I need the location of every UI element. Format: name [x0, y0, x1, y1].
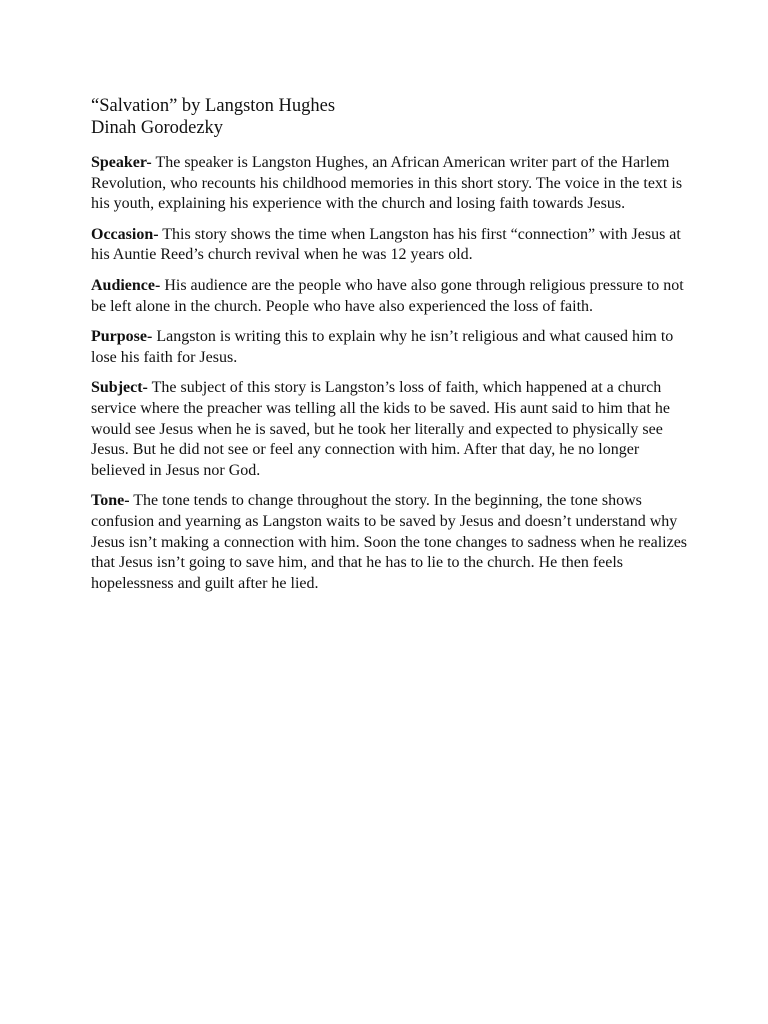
section-label: Speaker-: [91, 154, 152, 171]
document-author: Dinah Gorodezky: [91, 118, 224, 138]
section-audience: [91, 276, 691, 317]
section-occasion: [91, 225, 691, 266]
section-subject: [91, 378, 691, 481]
title-block: [91, 95, 691, 139]
section-text: The subject of this story is Langston’s loss of faith, which happened at a church service where the preacher was telling all the kids to be saved. His aunt said to him that he would see Jesus when he is saved, but he took her literally and expected to physically see Jesus. But he did not see or feel any connection with him. After that day, he no longer believed in Jesus nor God.: [91, 379, 670, 479]
document-page: [91, 95, 691, 604]
section-text: The speaker is Langston Hughes, an African American writer part of the Harlem Revolution, who recounts his childhood memories in this short story. The voice in the text is his youth, explaining his experience with the church and losing faith towards Jesus.: [91, 154, 683, 213]
section-label: Tone-: [91, 492, 130, 510]
section-text: His audience are the people who have also gone through religious pressure to not be left alone in the church. People who have also experienced the loss of faith.: [91, 276, 684, 315]
section-label: Occasion-: [91, 225, 159, 243]
document-title: “Salvation” by Langston Hughes: [91, 96, 336, 116]
section-label: Subject-: [91, 379, 148, 397]
section-label: Purpose-: [91, 328, 153, 346]
section-speaker: [91, 153, 691, 215]
section-label: Audience-: [91, 276, 161, 294]
section-text: Langston is writing this to explain why he isn’t religious and what caused him to lose his faith for Jesus.: [91, 328, 674, 366]
section-text: The tone tends to change throughout the story. In the beginning, the tone shows confusion and yearning as Langston waits to be saved by Jesus and doesn’t understand why Jesus isn’t making a connection with him. Soon the tone changes to sadness when he realizes that Jesus isn’t going to save him, and that he has to lie to the church. He then feels hopelessness and guilt after he lied.: [91, 492, 688, 592]
section-purpose: [91, 327, 691, 368]
section-text: This story shows the time when Langston has his first “connection” with Jesus at his Auntie Reed’s church revival when he was 12 years old.: [91, 225, 681, 264]
section-tone: [91, 491, 691, 594]
